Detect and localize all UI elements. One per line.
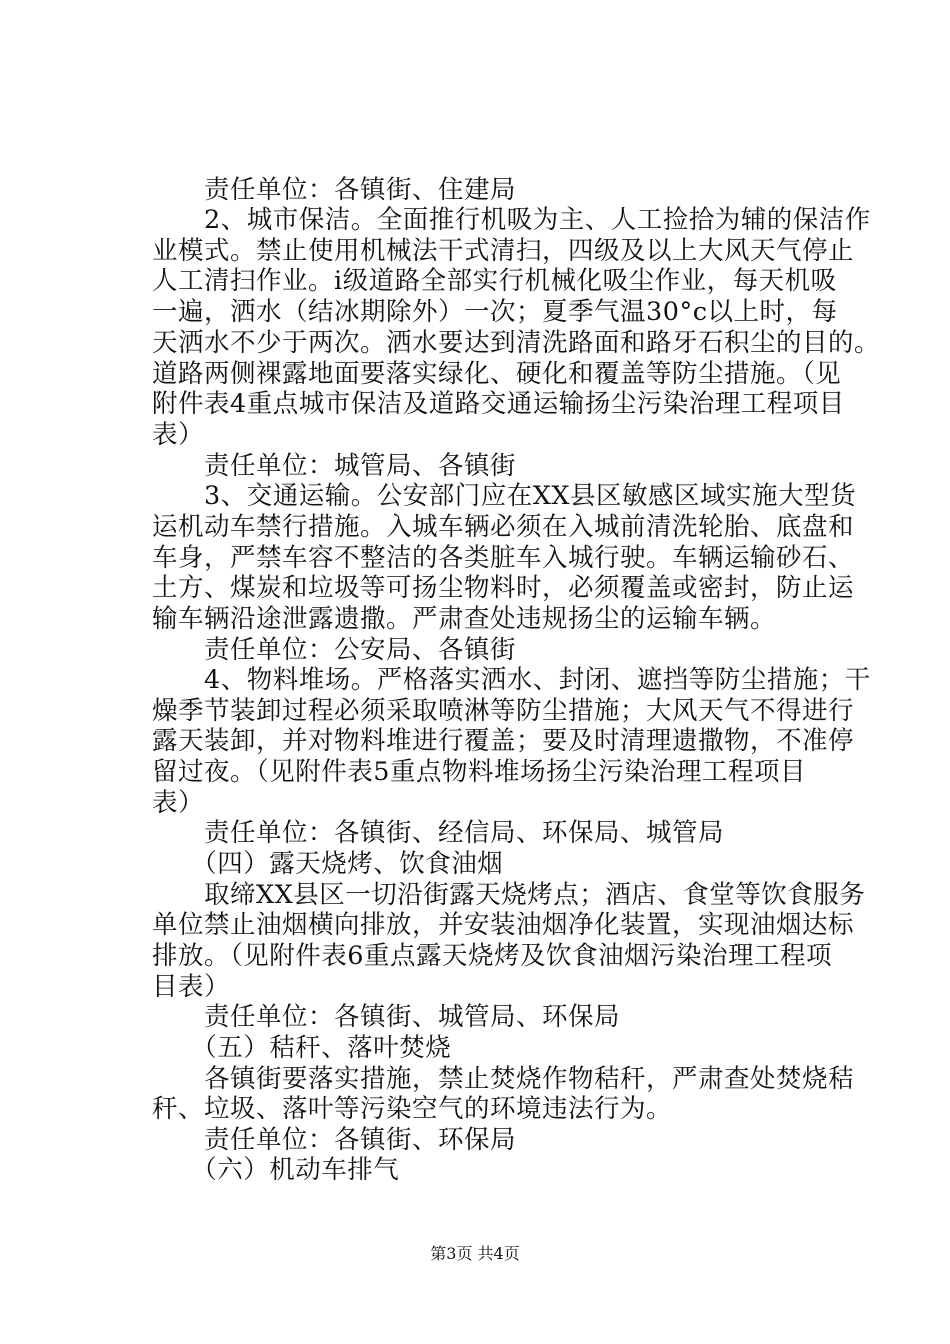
text-line: 责任单位：各镇街、环保局 bbox=[152, 1125, 517, 1155]
text-line: 业模式。禁止使用机械法干式清扫，四级及以上大风天气停止 bbox=[152, 236, 855, 266]
text-line: 责任单位：各镇街、经信局、环保局、城管局 bbox=[152, 818, 725, 848]
text-line: 3、交通运输。公安部门应在XX县区敏感区域实施大型货 bbox=[152, 481, 857, 511]
text-line: 天洒水不少于两次。洒水要达到清洗路面和路牙石积尘的目的。 bbox=[152, 328, 881, 358]
text-line: 排放。（见附件表6重点露天烧烤及饮食油烟污染治理工程项 bbox=[152, 941, 832, 971]
text-line: 表） bbox=[152, 788, 205, 818]
text-line: 表） bbox=[152, 420, 205, 450]
text-line: （五）秸秆、落叶焚烧 bbox=[152, 1033, 452, 1063]
text-line: 责任单位：各镇街、城管局、环保局 bbox=[152, 1002, 621, 1032]
text-line: 车身，严禁车容不整洁的各类脏车入城行驶。车辆运输砂石、 bbox=[152, 543, 855, 573]
text-line: 输车辆沿途泄露遗撒。严肃查处违规扬尘的运输车辆。 bbox=[152, 604, 777, 634]
text-line: 各镇街要落实措施，禁止焚烧作物秸秆，严肃查处焚烧秸 bbox=[152, 1064, 855, 1094]
text-line: 责任单位：公安局、各镇街 bbox=[152, 635, 517, 665]
text-line: 2、城市保洁。全面推行机吸为主、人工捡拾为辅的保洁作 bbox=[152, 205, 871, 235]
text-line: 一遍，洒水（结冰期除外）一次；夏季气温30°c以上时，每 bbox=[152, 297, 838, 327]
text-line: 道路两侧裸露地面要落实绿化、硬化和覆盖等防尘措施。（见 bbox=[152, 359, 842, 389]
page-number-footer: 第3页 共4页 bbox=[430, 1244, 520, 1263]
text-line: 露天装卸，并对物料堆进行覆盖；要及时清理遗撒物，不准停 bbox=[152, 726, 855, 756]
text-line: 目表） bbox=[152, 972, 231, 1002]
text-line: 责任单位：城管局、各镇街 bbox=[152, 451, 517, 481]
text-line: 运机动车禁行措施。入城车辆必须在入城前清洗轮胎、底盘和 bbox=[152, 512, 855, 542]
text-line: 取缔XX县区一切沿街露天烧烤点；酒店、食堂等饮食服务 bbox=[152, 880, 866, 910]
text-line: （四）露天烧烤、饮食油烟 bbox=[152, 849, 504, 879]
text-line: （六）机动车排气 bbox=[152, 1155, 400, 1185]
text-line: 土方、煤炭和垃圾等可扬尘物料时，必须覆盖或密封，防止运 bbox=[152, 573, 855, 603]
text-line: 4、物料堆场。严格落实洒水、封闭、遮挡等防尘措施；干 bbox=[152, 665, 871, 695]
text-line: 人工清扫作业。i级道路全部实行机械化吸尘作业，每天机吸 bbox=[152, 266, 837, 296]
text-line: 单位禁止油烟横向排放，并安装油烟净化装置，实现油烟达标 bbox=[152, 910, 855, 940]
text-line: 燥季节装卸过程必须采取喷淋等防尘措施；大风天气不得进行 bbox=[152, 696, 855, 726]
text-line: 秆、垃圾、落叶等污染空气的环境违法行为。 bbox=[152, 1094, 673, 1124]
text-line: 责任单位：各镇街、住建局 bbox=[152, 175, 517, 205]
text-line: 附件表4重点城市保洁及道路交通运输扬尘污染治理工程项目 bbox=[152, 389, 845, 419]
text-line: 留过夜。（见附件表5重点物料堆场扬尘污染治理工程项目 bbox=[152, 757, 806, 787]
